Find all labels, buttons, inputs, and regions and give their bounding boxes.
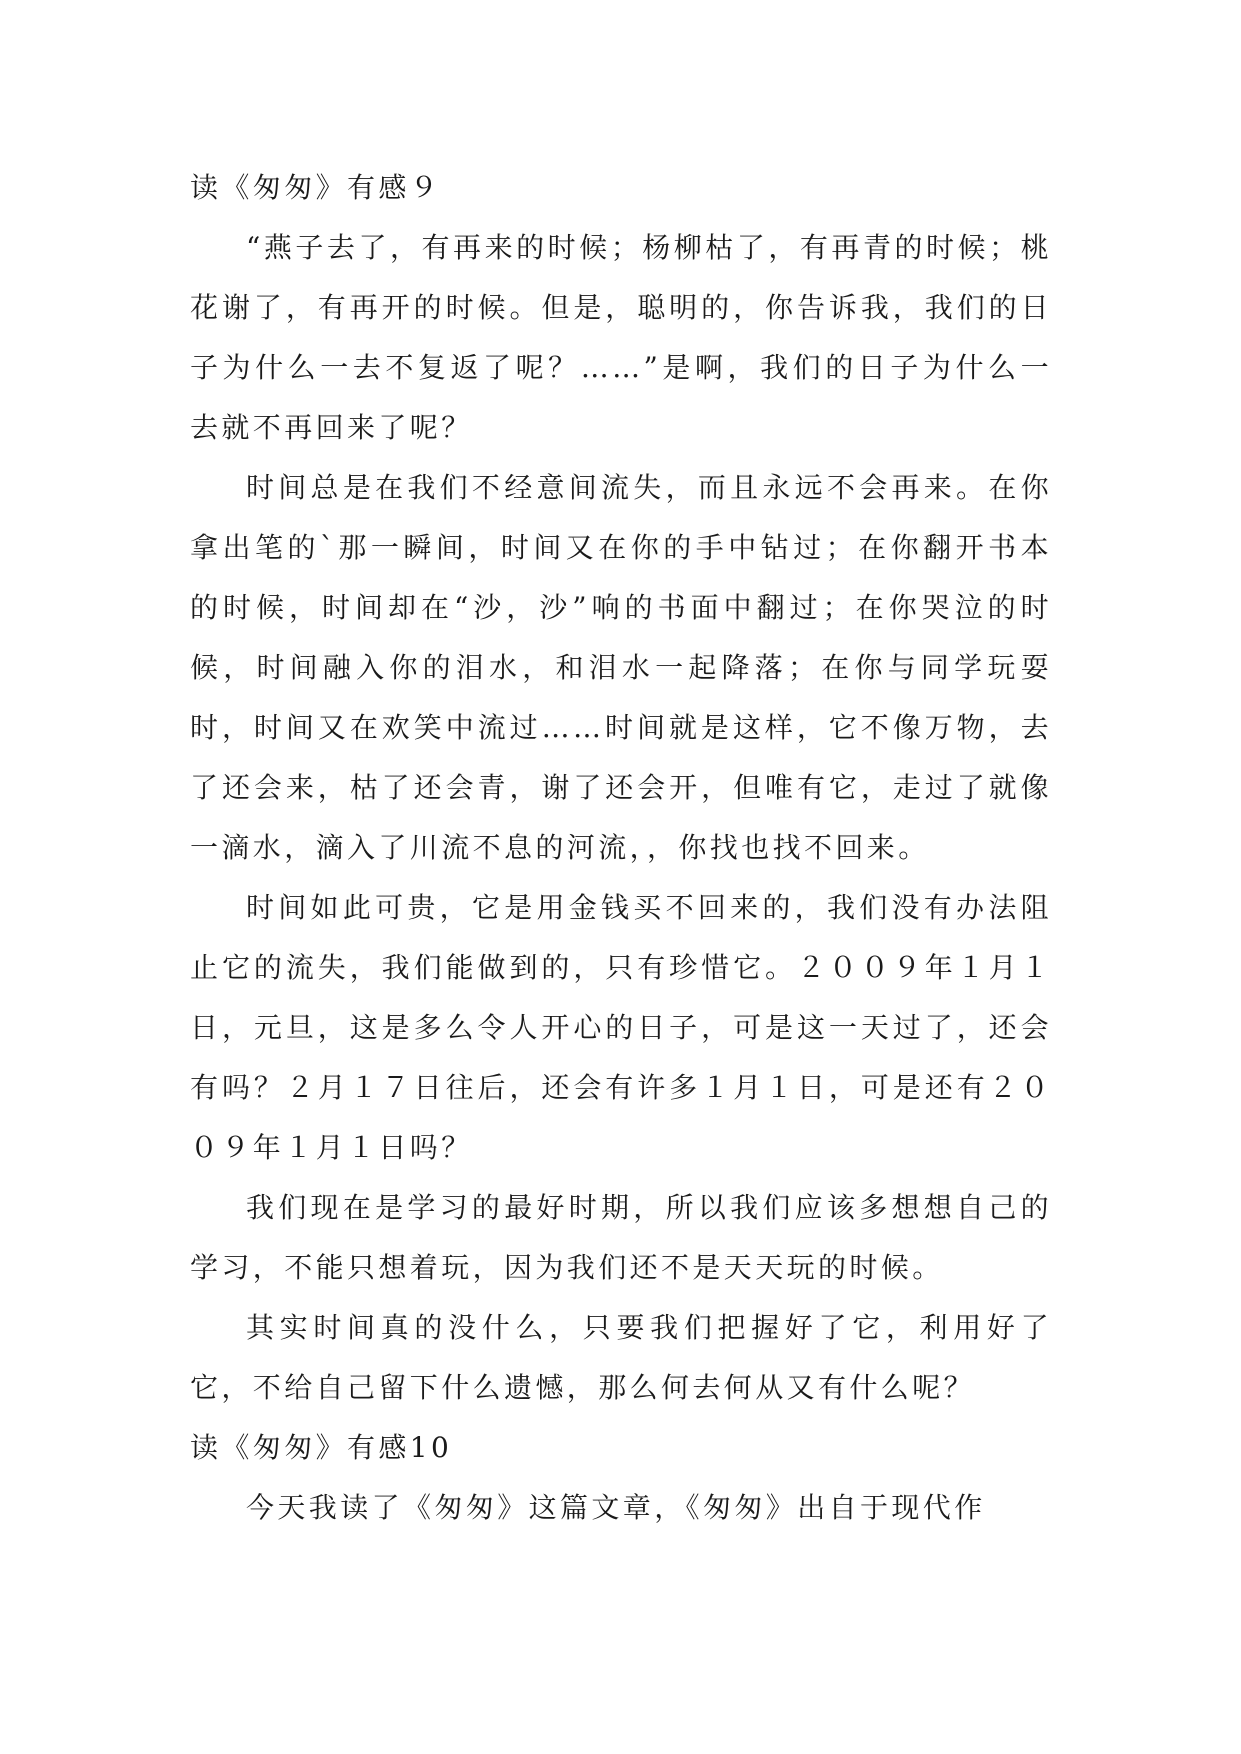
paragraph: 时间如此可贵，它是用金钱买不回来的，我们没有办法阻止它的流失，我们能做到的，只有珍惜它。２００９年１月１日，元旦，这是多么令人开心的日子，可是这一天过了，还会有吗？２月１７日往后，还会有许多１月１日，可是还有２００９年１月１日吗？ [190, 891, 1052, 1164]
paragraph: 今天我读了《匆匆》这篇文章，《匆匆》出自于现代作 [246, 1491, 986, 1524]
paragraph: 我们现在是学习的最好时期，所以我们应该多想想自己的学习，不能只想着玩，因为我们还不是天天玩的时候。 [190, 1191, 1052, 1284]
document-page [190, 158, 1052, 1538]
section-heading: 读《匆匆》有感10 [190, 1431, 453, 1464]
paragraph: 其实时间真的没什么，只要我们把握好了它，利用好了它，不给自己留下什么遗憾，那么何去何从又有什么呢？ [190, 1311, 1052, 1404]
paragraph: 时间总是在我们不经意间流失，而且永远不会再来。在你拿出笔的`那一瞬间，时间又在你的手中钻过；在你翻开书本的时候，时间却在“沙，沙”响的书面中翻过；在你哭泣的时候，时间融入你的泪水，和泪水一起降落；在你与同学玩耍时，时间又在欢笑中流过……时间就是这样，它不像万物，去了还会来，枯了还会青，谢了还会开，但唯有它，走过了就像一滴水，滴入了川流不息的河流，，你找也找不回来。 [190, 471, 1052, 864]
paragraph: “燕子去了，有再来的时候；杨柳枯了，有再青的时候；桃花谢了，有再开的时候。但是，聪明的，你告诉我，我们的日子为什么一去不复返了呢？……”是啊，我们的日子为什么一去就不再回来了呢？ [190, 231, 1052, 444]
section-heading: 读《匆匆》有感９ [190, 171, 442, 204]
